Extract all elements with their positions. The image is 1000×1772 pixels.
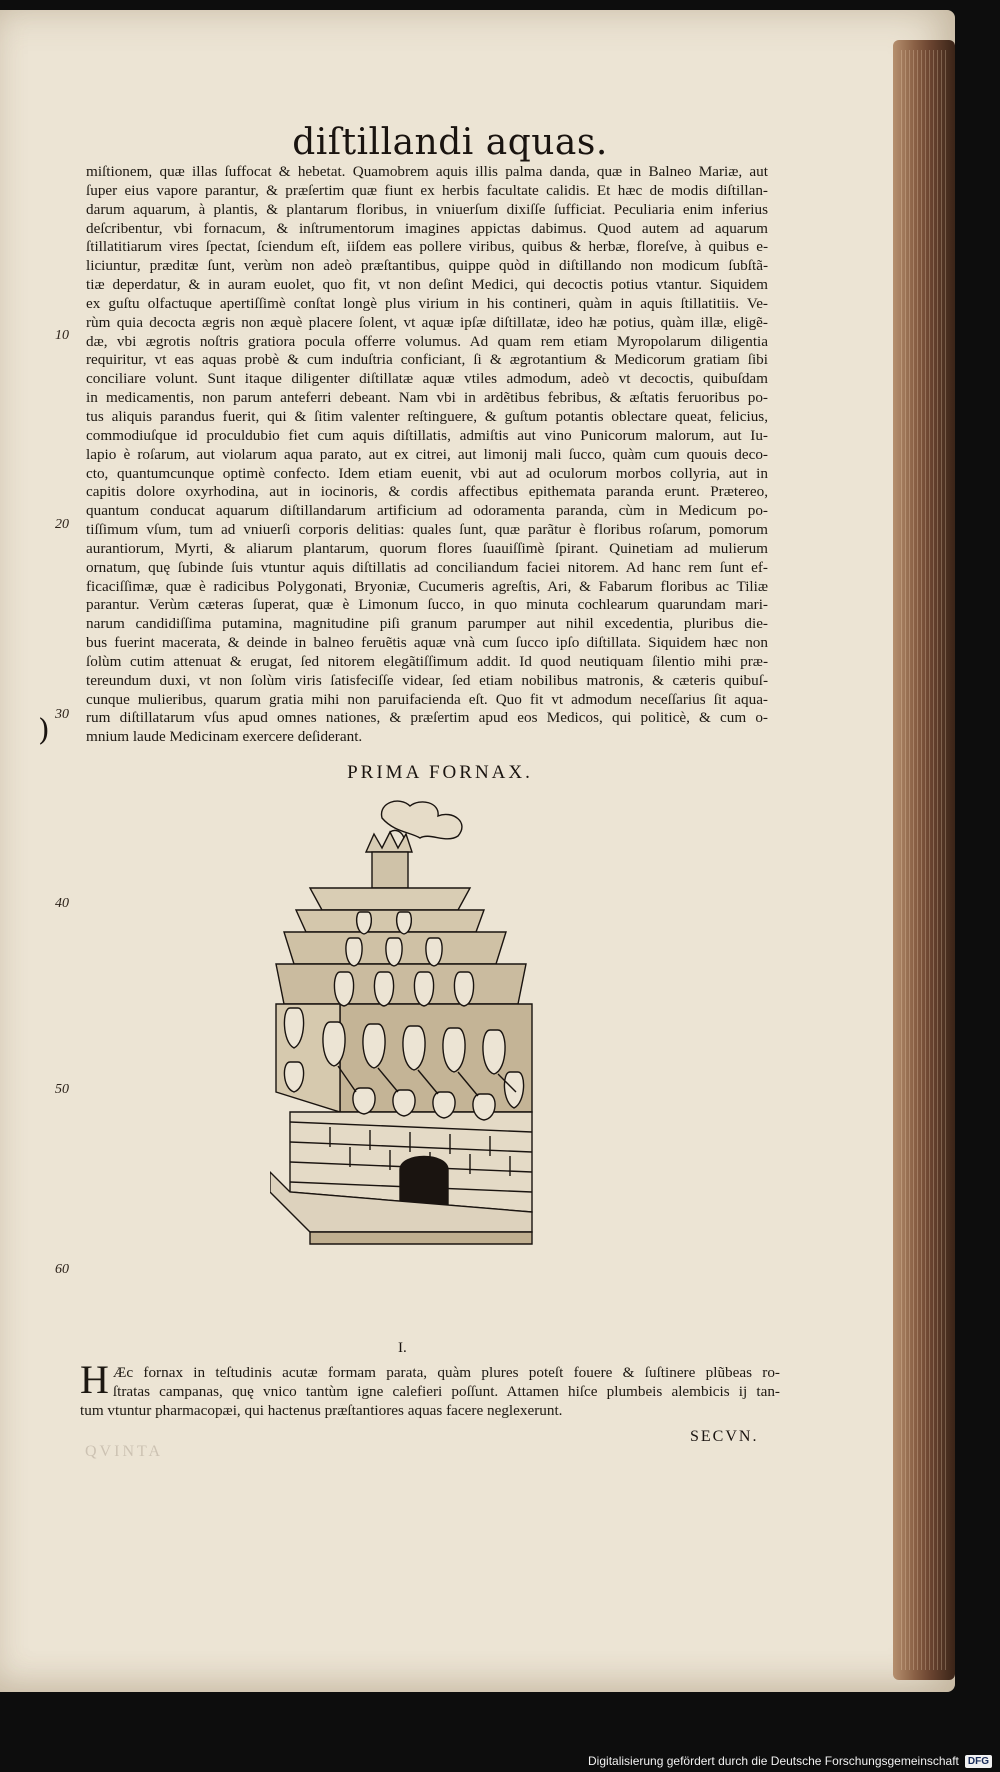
text-line: cunque mulieribus, quarum gratia mihi non paruifacienda eſt. Quo fit vt admodum neceſſarius ſit aqua- <box>86 690 768 708</box>
text-line: bus fuerint macerata, & deinde in balneo feruẽtis aquæ vnà cum ſucco ipſo diſtillata. Siquidem hæc non <box>86 634 768 652</box>
text-line: cto, quantumcunque optimè confecto. Idem etiam euenit, vbi aut ad oculorum morbos collyria, aut in <box>86 464 768 482</box>
text-line: ſuper eius vapore parantur, & præſertim quæ fiunt ex herbis facultate calidis. Et hæc de modis diſtillan- <box>86 181 768 199</box>
text-line: dæ, vbi ægrotis noſtris gratiora pocula offerre volumus. Ad quam rem etiam Myropolarum diligentia <box>86 332 768 350</box>
text-line: in medicamentis, non parum anteferri debeant. Nam vbi in ardẽtibus febribus, & æſtatis feruoribus po- <box>86 389 768 407</box>
text-line: commodiuſque id proculdubio fiet cum aquis diſtillatis, admiſtis aut vino Punicorum malorum, aut Iu- <box>86 426 768 444</box>
text-line: aurantiorum, Myrti, & aliarum plantarum, quorum flores ſuauiſſimè ſpirant. Quinetiam ad mulierum <box>86 539 768 557</box>
text-line: darum aquarum, à plantis, & plantarum floribus, in vniuerſum dixiſſe ſufficiat. Peculiaria enim inferius <box>86 200 768 218</box>
caption-line: ſtratas campanas, quę vnico tantùm igne calefieri poſſunt. Attamen hiſce plumbeis alembicis ij tan- <box>112 1383 780 1400</box>
footer-credit: Digitalisierung gefördert durch die Deutsche Forschungsgemeinschaft <box>588 1754 959 1768</box>
dfg-logo: DFG <box>965 1755 992 1768</box>
text-line: conciliare volunt. Sunt itaque diligenter diſtillatæ aquæ vtiles admodum, adeò vt decoctis, quibuſdam <box>86 370 768 388</box>
text-line: tus aliquis parandus fuerit, qui & ſitim valenter reſtinguere, & guſtum potantis oblectare queat, felicius, <box>86 407 768 425</box>
section-heading: PRIMA FORNAX. <box>347 762 533 783</box>
text-line: tiæ deperdatur, & in auram euolet, quo fit, vt non deſint Medici, qui decoctis potius vtantur. Siquidem <box>86 276 768 294</box>
margin-bracket-mark: ) <box>38 713 50 748</box>
margin-line-number: 20 <box>55 517 69 532</box>
text-line: capitis dolore oxyrhodina, aut in iocinoris, & cordis affectibus epithemata paranda erunt. Prætereo, <box>86 483 768 501</box>
text-line: rum diſtillatarum vſus apud omnes nationes, & præſertim apud eos Medicos, qui politicè, & cum o- <box>86 709 768 727</box>
page-edge-lines <box>901 50 949 1670</box>
caption-line: Æc fornax in teſtudinis acutæ formam parata, quàm plures poteſt fouere & ſuſtinere plũbeas ro- <box>112 1364 780 1381</box>
body-text <box>86 163 768 747</box>
text-line: ſolùm cutim attenuat & erugat, ſed nitorem elegãtiſſimum addit. Id quod neutiquam ſilentio mihi præ- <box>86 652 768 670</box>
text-line: ſtillatitiarum vires ſpectat, ſciendum eſt, iiſdem eas pollere viribus, quibus & herbæ, floreſve, à quibus e- <box>86 238 768 256</box>
figure-caption <box>80 1357 780 1420</box>
caption-line: tum vtuntur pharmacopæi, qui hactenus præſtantiores aquas facere neglexerunt. <box>80 1402 563 1419</box>
text-line: miſtionem, quæ illas ſuffocat & hebetat. Quamobrem aquis illis palma danda, quæ in Balneo Mariæ, aut <box>86 163 768 180</box>
caption-dropcap: H <box>80 1357 109 1402</box>
text-line: mnium laude Medicinam exercere deſiderant. <box>86 728 363 746</box>
text-line: quantum conducat aquarum diſtillandarum artificium ad odoramenta paranda, cùm in Medicum po- <box>86 502 768 520</box>
text-line: rùm quia decocta ægris non æquè placere ſolent, vt aquæ ipſæ diſtillatæ, ideo hæ potius, quàm illæ, eligẽ- <box>86 313 768 331</box>
digitization-footer <box>588 1754 992 1768</box>
bleed-through-text: QVINTA <box>85 1443 164 1460</box>
text-line: parantur. Verùm cæteras ſuperat, quæ è Limonum ſucco, in quo minuta cochlearum quarundam mari- <box>86 596 768 614</box>
running-head: diſtillandi aquas. <box>292 122 608 163</box>
text-line: deſcribentur, vbi fornacum, & inſtrumentorum imagines appictas dabimus. Quod autem ad aquarum <box>86 219 768 237</box>
figure-number: I. <box>398 1340 407 1356</box>
margin-line-number: 50 <box>55 1082 69 1097</box>
margin-line-number: 10 <box>55 328 69 343</box>
text-line: requiritur, vt eas aquas probè & cum induſtria conficiant, ſi & ægrotantium & Medicorum gratiam ſibi <box>86 351 768 369</box>
text-line: ficaciſſimæ, quæ è radicibus Polygonati, Bryoniæ, Cucumeris agreſtis, Ari, & Fabarum floribus ac Tiliæ <box>86 577 768 595</box>
margin-line-number: 40 <box>55 896 69 911</box>
text-line: tereundum duxi, vt non ſolùm viris ſatisfeciſſe videar, ſed etiam nobilibus matronis, & cæteris quibuſ- <box>86 671 768 689</box>
text-line: ex guſtu olfactuque apertiſſimè conſtat longè plus virium in his contineri, quàm in aquis ſtillatitiis. Ve- <box>86 294 768 312</box>
text-line: narum candidiſſima putamina, magnitudine piſi granum parumper aut nihil excedentia, pluribus die- <box>86 615 768 633</box>
furnace-woodcut-illustration <box>270 792 590 1332</box>
margin-line-number: 30 <box>55 707 69 722</box>
text-line: lapio è roſarum, aut violarum aqua parato, aut ex citrei, aut limonij mali ſucco, quàm cum quouis deco- <box>86 445 768 463</box>
text-line: liciuntur, præditæ ſunt, verùm non adeò præſtantibus, quippe quòd in diſtillando non modicum ſubſtã- <box>86 257 768 275</box>
text-line: ornatum, quę ſubinde ſuis vtuntur aquis diſtillatis ad conciliandum faciei nitorem. Ad hanc rem ſunt ef- <box>86 558 768 576</box>
book-page <box>0 10 955 1692</box>
text-line: tiſſimum vſum, tum ad vniuerſi corporis delitias: quales ſunt, quæ parãtur è floribus roſarum, pomorum <box>86 521 768 539</box>
margin-line-number: 60 <box>55 1262 69 1277</box>
catchword: SECVN. <box>690 1428 759 1445</box>
